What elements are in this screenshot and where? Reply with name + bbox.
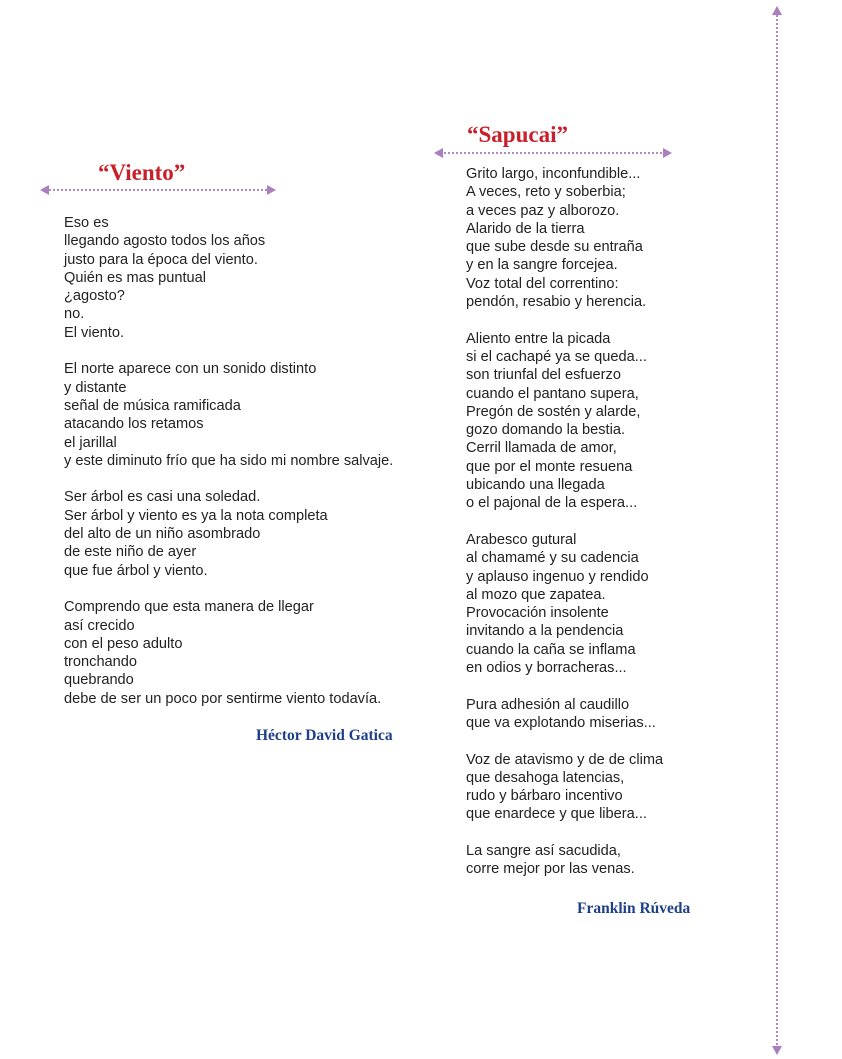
poem-title: “Viento”: [98, 160, 186, 185]
verse-line: cuando el pantano supera,: [466, 385, 639, 402]
verse-line: si el cachapé ya se queda...: [466, 348, 647, 365]
verse-line: y en la sangre forcejea.: [466, 257, 618, 274]
verse-line: Alarido de la tierra: [466, 220, 585, 237]
verse-line: y distante: [64, 379, 127, 396]
verse-line: El norte aparece con un sonido distinto: [64, 361, 317, 378]
verse-line: llegando agosto todos los años: [64, 233, 266, 250]
stanza: [466, 330, 663, 513]
poem-author: Franklin Rúveda: [577, 900, 691, 917]
verse-line: que fue árbol y viento.: [64, 562, 208, 579]
verse-line: del alto de un niño asombrado: [64, 526, 261, 543]
poem-author: Héctor David Gatica: [256, 727, 393, 744]
verse-line: A veces, reto y soberbia;: [466, 184, 626, 201]
verse-line: pendón, resabio y herencia.: [466, 294, 647, 311]
verse-line: El viento.: [64, 324, 125, 341]
verse-line: debe de ser un poco por sentirme viento todavía.: [64, 690, 382, 707]
verse-line: Provocación insolente: [466, 605, 609, 622]
verse-line: Pura adhesión al caudillo: [466, 696, 630, 713]
poem-body: [466, 165, 663, 879]
verse-line: son triunfal del esfuerzo: [466, 367, 621, 384]
poem-body: [64, 214, 393, 708]
stanza: [64, 488, 393, 579]
verse-line: señal de música ramificada: [64, 397, 241, 414]
verse-line: o el pajonal de la espera...: [466, 495, 638, 512]
verse-line: Aliento entre la picada: [466, 330, 611, 347]
verse-line: así crecido: [64, 617, 135, 634]
verse-line: en odios y borracheras...: [466, 660, 627, 677]
verse-line: no.: [64, 306, 85, 323]
stanza: [64, 214, 393, 342]
verse-line: atacando los retamos: [64, 416, 204, 433]
verse-line: Comprendo que esta manera de llegar: [64, 599, 314, 616]
verse-line: con el peso adulto: [64, 635, 183, 652]
stanza: [64, 598, 393, 708]
verse-line: que sube desde su entraña: [466, 239, 643, 256]
verse-line: Ser árbol y viento es ya la nota completa: [64, 507, 328, 524]
verse-line: de este niño de ayer: [64, 544, 197, 561]
verse-line: Voz de atavismo y de de clima: [466, 751, 664, 768]
stanza: [466, 842, 663, 879]
stanza: [466, 165, 663, 311]
verse-line: tronchando: [64, 654, 138, 671]
verse-line: Quién es mas puntual: [64, 269, 206, 286]
stanza: [466, 531, 663, 677]
verse-line: al mozo que zapatea.: [466, 586, 606, 603]
verse-line: al chamamé y su cadencia: [466, 550, 639, 567]
verse-line: Grito largo, inconfundible...: [466, 166, 641, 182]
verse-line: el jarillal: [64, 434, 117, 451]
stanza: [64, 360, 393, 470]
verse-line: Cerril llamada de amor,: [466, 440, 617, 457]
title-underline-arrow: [436, 152, 670, 154]
verse-line: cuando la caña se inflama: [466, 641, 636, 658]
stanza: [466, 696, 663, 733]
verse-line: quebrando: [64, 672, 134, 689]
verse-line: corre mejor por las venas.: [466, 861, 635, 878]
verse-line: Arabesco gutural: [466, 531, 577, 548]
verse-line: gozo domando la bestia.: [466, 422, 626, 439]
verse-line: invitando a la pendencia: [466, 623, 624, 640]
verse-line: que va explotando miserias...: [466, 714, 656, 731]
verse-line: y este diminuto frío que ha sido mi nombre salvaje.: [64, 452, 394, 469]
title-underline-arrow: [42, 189, 274, 191]
verse-line: justo para la época del viento.: [64, 251, 258, 268]
verse-line: que enardece y que libera...: [466, 806, 647, 823]
stanza: [466, 751, 663, 824]
verse-line: ubicando una llegada: [466, 477, 605, 494]
verse-line: a veces paz y alborozo.: [466, 202, 620, 219]
verse-line: que por el monte resuena: [466, 458, 633, 475]
verse-line: rudo y bárbaro incentivo: [466, 788, 623, 805]
verse-line: que desahoga latencias,: [466, 769, 625, 786]
verse-line: Eso es: [64, 215, 109, 231]
vertical-double-arrow: [776, 8, 778, 1053]
verse-line: La sangre así sacudida,: [466, 842, 621, 859]
verse-line: ¿agosto?: [64, 288, 125, 305]
verse-line: y aplauso ingenuo y rendido: [466, 568, 649, 585]
verse-line: Voz total del correntino:: [466, 275, 619, 292]
poem-title: “Sapucai”: [467, 122, 568, 147]
verse-line: Ser árbol es casi una soledad.: [64, 489, 261, 506]
verse-line: Pregón de sostén y alarde,: [466, 403, 641, 420]
